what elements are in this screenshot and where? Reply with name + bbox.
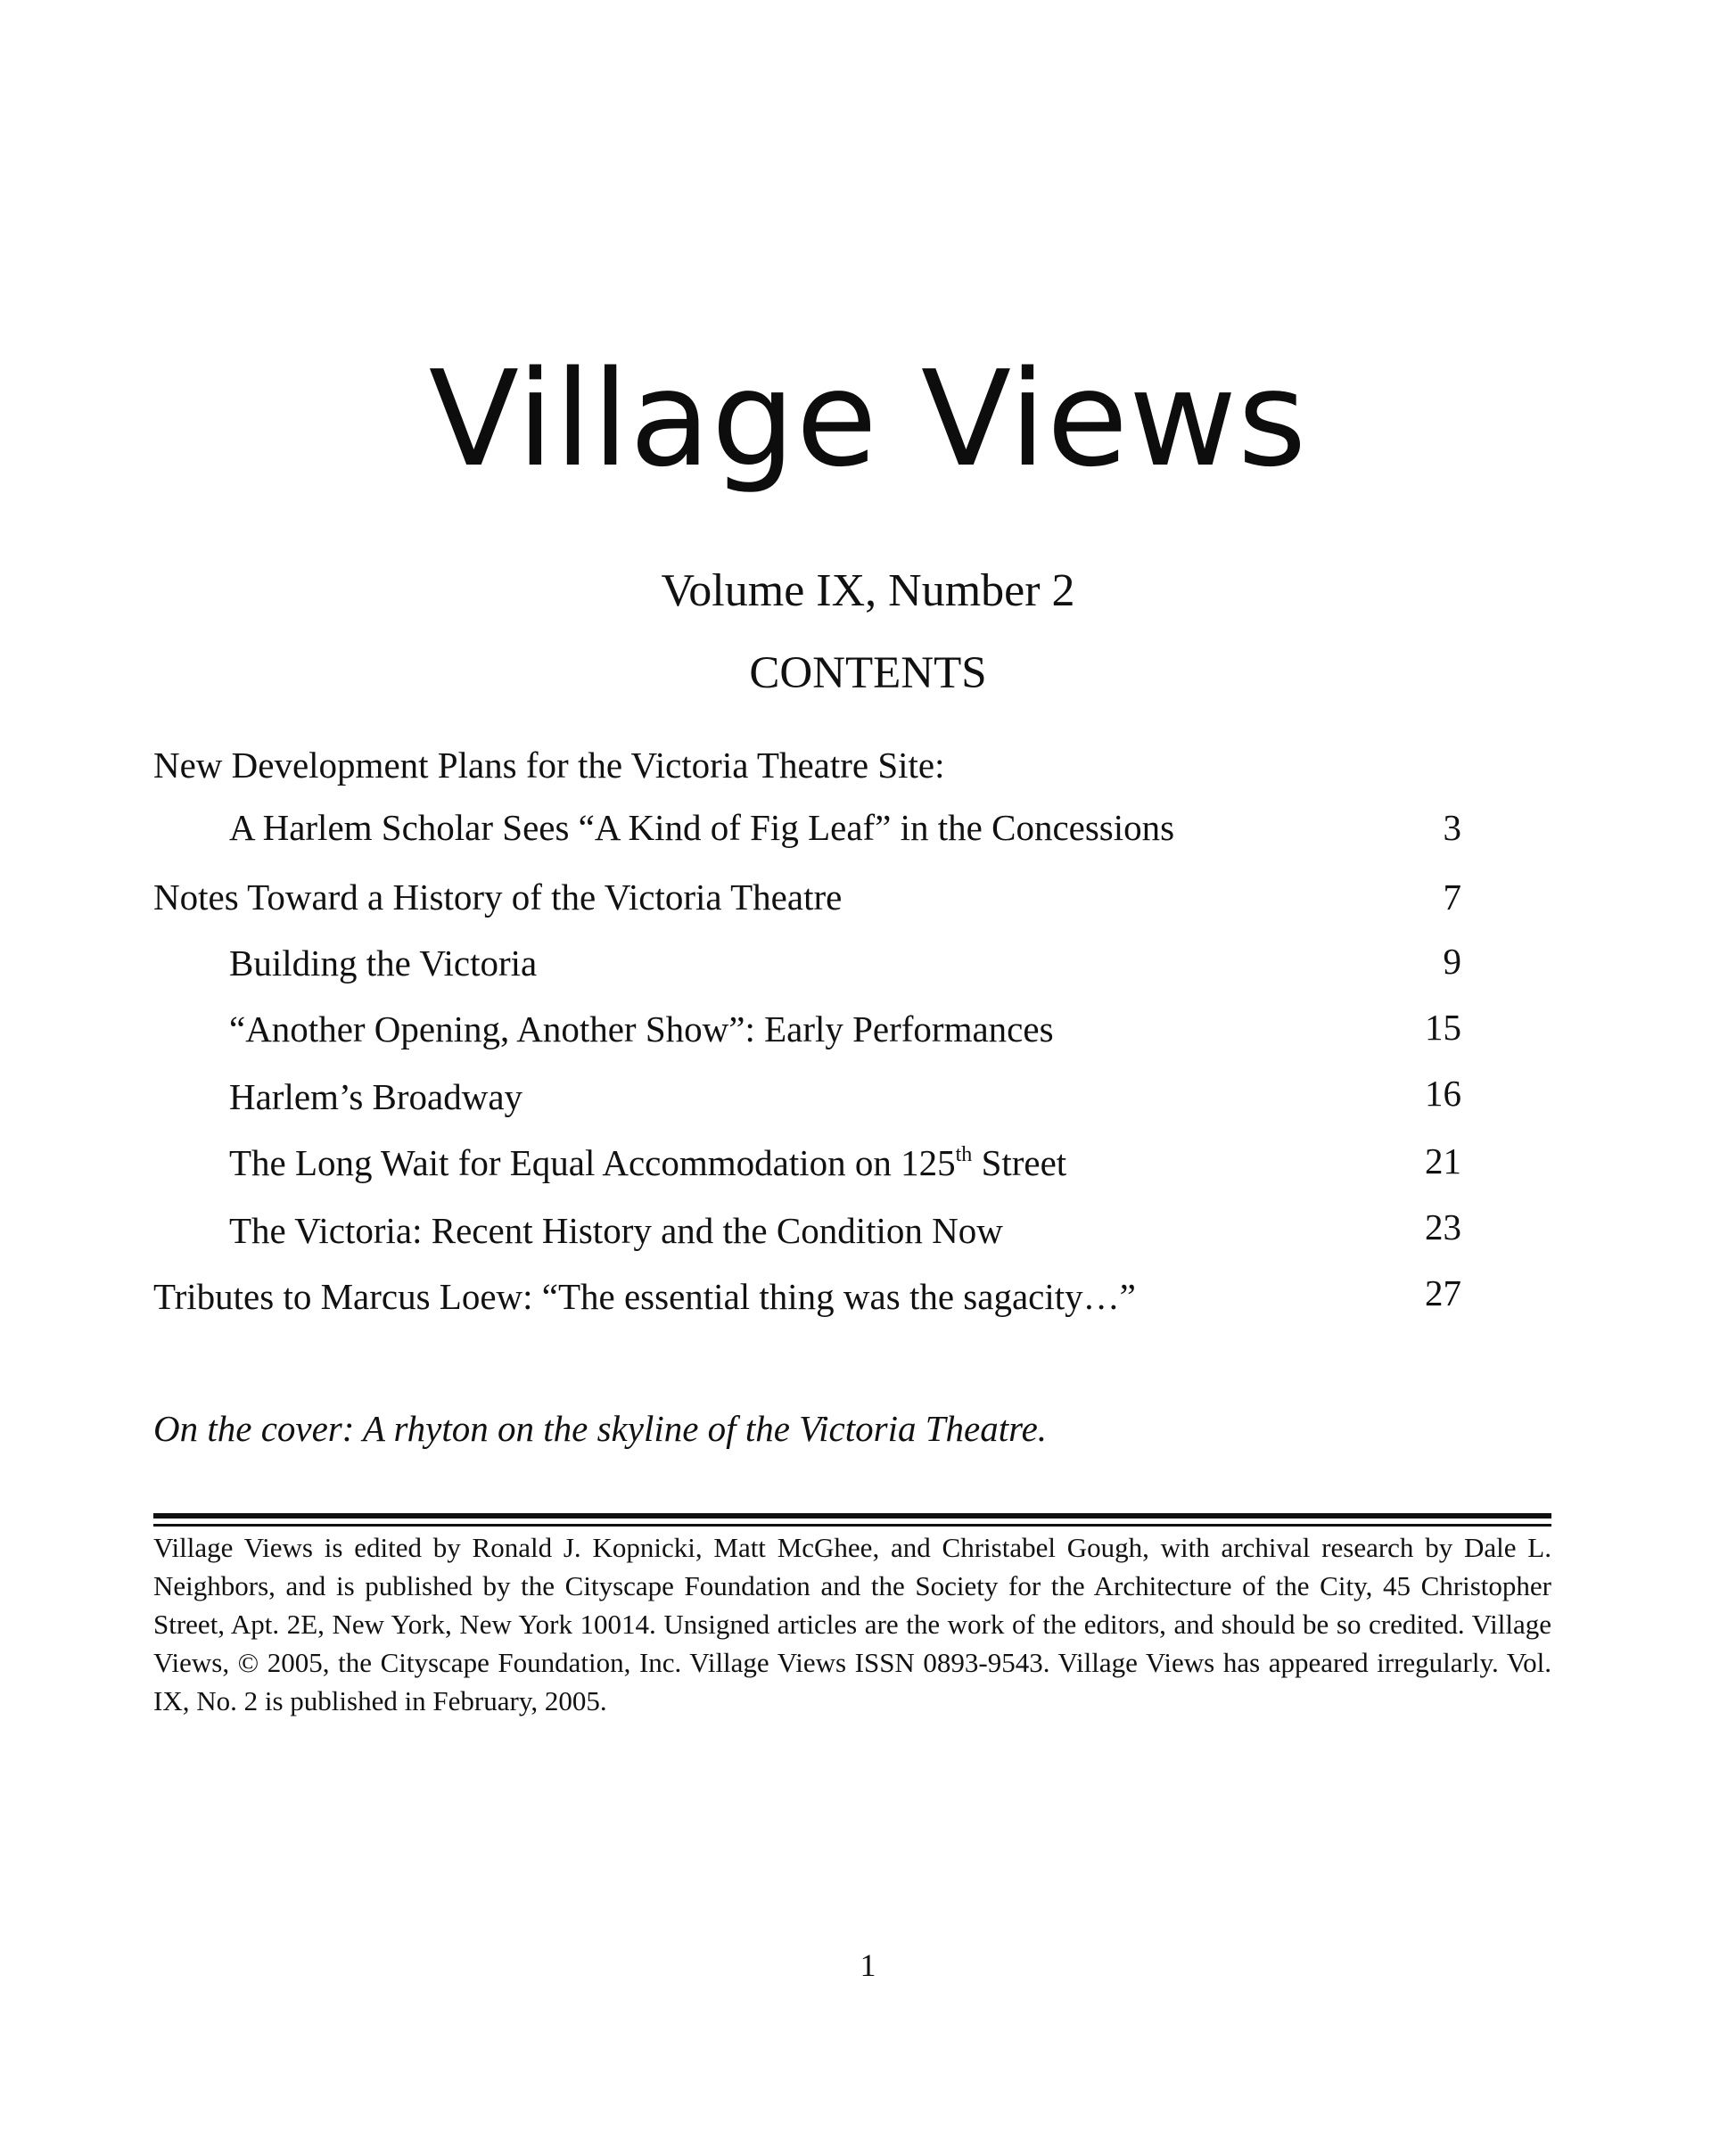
divider-rule-thick (153, 1513, 1551, 1519)
toc-entry-page: 7 (1443, 877, 1461, 918)
cover-caption: On the cover: A rhyton on the skyline of the Victoria Theatre. (153, 1408, 1048, 1449)
toc-entry-title: New Development Plans for the Victoria Theatre Site: (153, 745, 945, 786)
toc-entry-title: Building the Victoria (229, 942, 538, 984)
masthead-title: Village Views (428, 342, 1308, 496)
toc-entry-page: 21 (1425, 1140, 1461, 1181)
divider-rule-thin (153, 1524, 1551, 1527)
toc-entry-page: 16 (1425, 1073, 1461, 1114)
toc-entry-page: 9 (1443, 941, 1461, 982)
page-number: 1 (860, 1947, 876, 1983)
toc-entry-page: 3 (1443, 807, 1461, 848)
toc-entry-page: 15 (1425, 1007, 1461, 1048)
toc-entry-title: A Harlem Scholar Sees “A Kind of Fig Leaf” in the Concessions (229, 807, 1175, 848)
toc-entry-title: The Victoria: Recent History and the Condition Now (229, 1210, 1003, 1251)
toc-title-part: Street (972, 1142, 1067, 1183)
toc-entry-title: Tributes to Marcus Loew: “The essential thing was the sagacity…” (153, 1276, 1136, 1317)
toc-entry-title: Notes Toward a History of the Victoria Theatre (153, 877, 843, 918)
toc-entry-page: 23 (1425, 1206, 1461, 1247)
contents-heading: CONTENTS (749, 648, 987, 698)
toc-title-part: The Long Wait for Equal Accommodation on 125 (229, 1142, 956, 1183)
toc-entry-title: “Another Opening, Another Show”: Early Performances (229, 1008, 1054, 1049)
toc-entry-title: Harlem’s Broadway (229, 1076, 523, 1117)
volume-number: Volume IX, Number 2 (661, 565, 1075, 616)
toc-entry-title (229, 1140, 1066, 1186)
colophon-text: Village Views is edited by Ronald J. Kopnicki, Matt McGhee, and Christabel Gough, with archival research by Dale L. Neighbors, and is published by the Cityscape Foundation and the Society for the Architecture of the City, 45 Christopher Street, Apt. 2E, New York, New York 10014. Unsigned articles are the work of the editors, and should be so credited. Village Views, © 2005, the Cityscape Foundation, Inc. Village Views ISSN 0893-9543. Village Views has appeared irregularly. Vol. IX, No. 2 is published in February, 2005. (153, 1532, 1551, 1716)
ordinal-suffix: th (955, 1143, 973, 1166)
toc-entry-page: 27 (1425, 1272, 1461, 1313)
